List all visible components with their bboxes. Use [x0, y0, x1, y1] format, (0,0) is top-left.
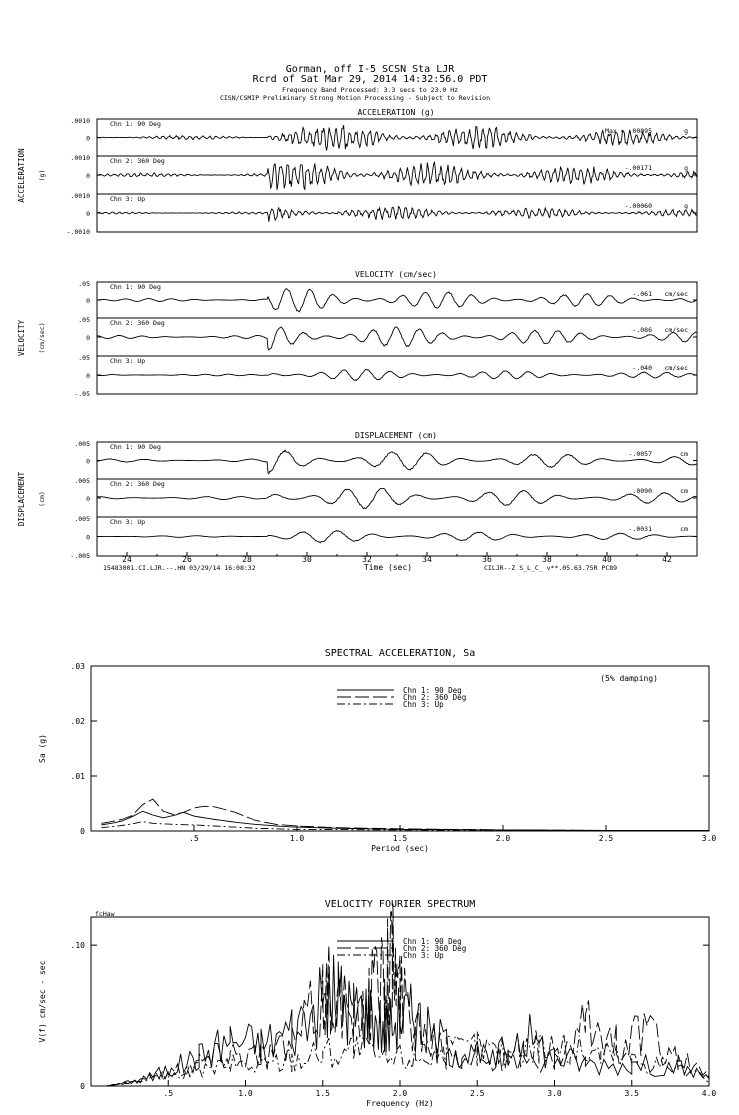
channel-unit: cm [680, 487, 688, 495]
legend-entry: Chn 1: 90 Deg [403, 686, 462, 695]
y-tick-label: 0 [86, 172, 90, 180]
panel-title: VELOCITY (cm/sec) [355, 270, 437, 279]
x-tick-label: .5 [163, 1089, 174, 1098]
channel-trace [97, 327, 696, 350]
x-tick-label: 3.5 [624, 1089, 639, 1098]
channel-peak: -.086 [632, 326, 652, 334]
channel-peak: .0090 [632, 487, 652, 495]
legend-entry: Chn 3: Up [403, 951, 444, 960]
series-line [107, 1030, 710, 1086]
channel-peak: -.00171 [624, 164, 652, 172]
panel-title: ACCELERATION (g) [357, 108, 435, 117]
panel-unit-label: (cm/sec) [38, 322, 46, 354]
y-tick-label: -.05 [74, 390, 90, 398]
velocity-fourier-spectrum-chart [38, 899, 716, 1108]
channel-name: Chn 1: 90 Deg [110, 283, 161, 291]
channel-name: Chn 2: 360 Deg [110, 157, 165, 165]
y-tick-label: .01 [70, 772, 85, 781]
panel-displacement [17, 431, 697, 560]
y-tick-label: .005 [74, 477, 90, 485]
x-axis-label: Period (sec) [371, 844, 429, 853]
panel-unit-label: (cm) [38, 491, 46, 507]
header-line-3: Frequency Band Processed: 3.3 secs to 23.0 Hz [281, 86, 459, 94]
x-tick-label: 38 [542, 555, 552, 564]
legend-entry: Chn 1: 90 Deg [403, 937, 462, 946]
legend-entry: Chn 2: 360 Deg [403, 693, 467, 702]
channel-trace [97, 289, 696, 312]
chart-title: SPECTRAL ACCELERATION, Sa [324, 648, 476, 659]
y-tick-label: 0 [86, 134, 90, 143]
x-tick-label: 1.5 [392, 834, 408, 843]
channel-frame [97, 119, 697, 156]
x-tick-label: 32 [362, 555, 372, 564]
x-tick-label: 2.5 [470, 1089, 485, 1098]
y-tick-label: .02 [70, 717, 85, 726]
legend-entry: Chn 3: Up [403, 700, 444, 709]
panel-side-label: DISPLACEMENT [17, 471, 26, 527]
channel-unit: cm [680, 525, 688, 533]
x-tick-label: 2.5 [598, 834, 614, 843]
channel-unit: cm/sec [664, 364, 688, 372]
legend-entry: Chn 2: 360 Deg [403, 944, 467, 953]
series-line [107, 955, 710, 1086]
y-tick-label: .10 [70, 941, 85, 951]
channel-peak: Max = .00095 [605, 127, 652, 135]
y-tick-label: .0010 [70, 192, 90, 200]
channel-name: Chn 3: Up [110, 357, 146, 365]
channel-name: Chn 1: 90 Deg [110, 120, 161, 128]
header-line-2: Rcrd of Sat Mar 29, 2014 14:32:56.0 PDT [252, 74, 488, 85]
channel-name: Chn 3: Up [110, 195, 146, 203]
y-tick-label: .005 [74, 515, 90, 523]
series-line [101, 799, 709, 830]
y-tick-label: .0010 [70, 117, 90, 125]
series-line [101, 811, 709, 830]
y-tick-label: -.005 [70, 552, 90, 560]
y-tick-label: 0 [86, 372, 90, 380]
channel-unit: g [684, 127, 688, 135]
time-history-panels [17, 108, 697, 560]
channel-trace [97, 488, 696, 509]
channel-name: Chn 2: 360 Deg [110, 480, 165, 488]
channel-trace [97, 162, 696, 189]
channel-name: Chn 3: Up [110, 518, 146, 526]
channel-peak: -.061 [632, 290, 652, 298]
channel-peak: -.040 [632, 364, 652, 372]
x-tick-label: 2.0 [392, 1089, 408, 1098]
spectral-acceleration-chart [38, 648, 716, 853]
x-tick-label: 3.0 [701, 834, 717, 843]
channel-unit: g [684, 202, 688, 210]
channel-unit: cm/sec [664, 290, 688, 298]
channel-unit: g [684, 164, 688, 172]
y-tick-label: 0 [86, 495, 90, 503]
y-tick-label: 0 [86, 533, 90, 542]
y-tick-label: 0 [80, 827, 85, 836]
plot-frame [91, 666, 709, 831]
footer-right: CILJR--Z S_L_C_ v**.05.63.75R PC89 [484, 564, 618, 572]
panel-acceleration [17, 108, 697, 236]
channel-unit: cm [680, 450, 688, 458]
y-tick-label: 0 [86, 210, 90, 218]
panel-unit-label: (g) [38, 169, 46, 182]
channel-frame [97, 479, 697, 517]
y-axis-label: V(f) cm/sec - sec [38, 960, 47, 1043]
channel-peak: -.0031 [628, 525, 652, 533]
y-tick-label: 0 [80, 1082, 85, 1091]
x-tick-label: 24 [122, 555, 132, 564]
x-tick-label: 26 [182, 555, 192, 564]
x-axis-label: Frequency (Hz) [366, 1099, 434, 1108]
x-tick-label: 3.0 [547, 1089, 562, 1098]
y-tick-label: 0 [86, 457, 90, 466]
channel-name: Chn 1: 90 Deg [110, 443, 161, 451]
panel-velocity [17, 270, 697, 398]
x-axis-label: Time (sec) [363, 563, 413, 572]
corner-label: fcHaw [95, 910, 115, 918]
x-tick-label: 2.0 [495, 834, 511, 843]
channel-trace [97, 450, 696, 474]
y-axis-label: Sa (g) [38, 734, 47, 763]
x-tick-label: .5 [189, 834, 199, 843]
x-tick-label: 40 [602, 555, 612, 564]
y-tick-label: .05 [78, 280, 90, 288]
x-tick-label: 1.0 [289, 834, 305, 843]
x-tick-label: 30 [302, 555, 312, 564]
x-tick-label: 1.0 [238, 1089, 253, 1098]
y-tick-label: 0 [86, 334, 90, 342]
y-tick-label: .05 [78, 316, 90, 324]
y-tick-label: 0 [86, 297, 90, 305]
channel-name: Chn 2: 360 Deg [110, 319, 165, 327]
channel-peak: -.00060 [624, 202, 652, 210]
panel-side-label: ACCELERATION [17, 148, 26, 203]
x-tick-label: 42 [662, 555, 672, 564]
x-tick-label: 4.0 [701, 1089, 717, 1098]
channel-trace [97, 369, 696, 380]
channel-trace [97, 207, 696, 222]
y-tick-label: .05 [78, 354, 90, 362]
panel-side-label: VELOCITY [17, 319, 26, 357]
y-tick-label: .0010 [70, 154, 90, 162]
channel-peak: -.0057 [628, 450, 652, 458]
y-tick-label: .005 [74, 440, 90, 448]
x-tick-label: 34 [422, 555, 432, 564]
channel-trace [97, 531, 696, 543]
footer-left: 15483001.CI.LJR.--.HN 03/29/14 16:08:32 [103, 564, 256, 572]
panel-title: DISPLACEMENT (cm) [355, 431, 437, 440]
channel-unit: cm/sec [664, 326, 688, 334]
chart-title: VELOCITY FOURIER SPECTRUM [324, 899, 476, 910]
header-line-4: CISN/CSMIP Preliminary Strong Motion Processing - Subject to Revision [219, 94, 491, 102]
x-tick-label: 28 [242, 555, 252, 564]
y-tick-label: -.0010 [66, 228, 90, 236]
y-tick-label: .03 [70, 662, 85, 671]
x-tick-label: 36 [482, 555, 492, 564]
header-line-1: Gorman, off I-5 SCSN Sta LJR [285, 64, 455, 75]
x-tick-label: 1.5 [315, 1089, 330, 1098]
damping-annotation: (5% damping) [600, 674, 658, 683]
